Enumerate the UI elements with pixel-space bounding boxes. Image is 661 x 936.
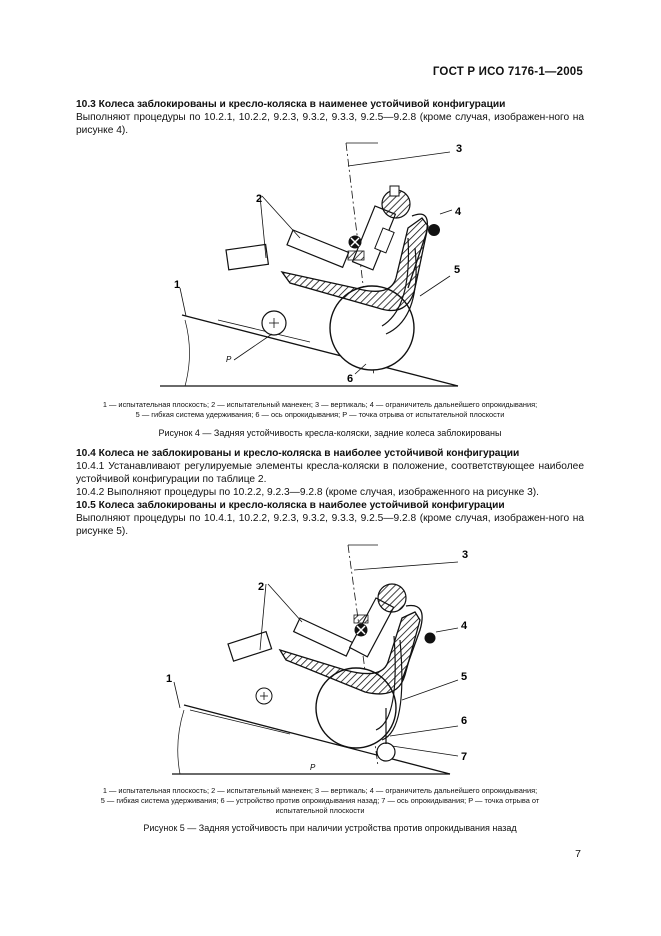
figure-4-diagram — [150, 138, 480, 390]
section-10-4-1-text: 10.4.1 Устанавливают регулируемые элементы кресла-коляски в положение, соответствующее наиболее устойчивой конфигурации по таблице 2. — [76, 461, 584, 486]
fig5-dummy-head — [378, 584, 406, 612]
fig4-label-2: 2 — [256, 193, 263, 205]
page-number: 7 — [575, 848, 581, 860]
fig4-label-1: 1 — [174, 279, 181, 291]
fig4-label-4: 4 — [455, 206, 462, 218]
section-10-5-heading: 10.5 Колеса заблокированы и кресло-коляска в наиболее устойчивой конфигурации — [76, 500, 505, 511]
fig4-dummy-foot — [226, 244, 268, 269]
section-10-4-heading: 10.4 Колеса не заблокированы и кресло-коляска в наиболее устойчивой конфигурации — [76, 448, 520, 459]
fig4-caption: Рисунок 4 — Задняя устойчивость кресла-коляски, задние колеса заблокированы — [158, 428, 502, 438]
fig5-angle-arc — [178, 710, 184, 774]
fig4-legend-line-2: 5 — гибкая система удерживания; 6 — ось опрокидывания; P — точка отрыва от испытательной плоскости — [135, 410, 505, 419]
fig4-label-6: 6 — [347, 373, 354, 385]
fig5-label-4: 4 — [461, 620, 468, 632]
section-10-3-heading: 10.3 Колеса заблокированы и кресло-коляска в наименее устойчивой конфигурации — [76, 99, 506, 110]
fig4-stop-4 — [428, 224, 440, 236]
fig4-dummy-leg — [287, 230, 349, 267]
fig5-label-6: 6 — [461, 715, 468, 727]
fig5-label-p: P — [310, 763, 316, 772]
fig5-label-5: 5 — [461, 671, 468, 683]
section-10-3-text: Выполняют процедуры по 10.2.1, 10.2.2, 9.2.3, 9.3.2, 9.3.3, 9.2.5—9.2.8 (кроме случая, изображен-ного на рисунке 4). — [76, 112, 584, 137]
fig4-legend-line-1: 1 — испытательная плоскость; 2 — испытательный манекен; 3 — вертикаль; 4 — ограничитель дальнейшего опрокидывания; — [102, 400, 538, 409]
fig4-label-3: 3 — [456, 143, 463, 155]
fig5-caption: Рисунок 5 — Задняя устойчивость при наличии устройства против опрокидывания назад — [143, 823, 517, 833]
figure-5-diagram — [150, 540, 480, 780]
fig5-dummy-foot — [228, 632, 272, 661]
fig4-label-p: P — [226, 355, 232, 364]
fig5-legend-line-3: испытательной плоскости — [275, 806, 365, 815]
document-header: ГОСТ Р ИСО 7176-1—2005 — [432, 66, 583, 78]
fig4-label-5: 5 — [454, 264, 461, 276]
fig5-label-1: 1 — [166, 673, 173, 685]
section-10-5-text: Выполняют процедуры по 10.4.1, 10.2.2, 9.2.3, 9.3.2, 9.3.3, 9.2.5—9.2.8 (кроме случая, изображен-ного на рисунке 5). — [76, 513, 584, 538]
fig4-seat — [282, 218, 428, 311]
fig4-angle-arc — [185, 320, 190, 386]
fig5-label-7: 7 — [461, 751, 468, 763]
fig4-test-plane — [182, 315, 458, 386]
fig5-legend-line-1: 1 — испытательная плоскость; 2 — испытательный манекен; 3 — вертикаль; 4 — ограничитель дальнейшего опрокидывания; — [102, 786, 538, 795]
fig5-label-3: 3 — [462, 549, 469, 561]
section-10-4-2-text: 10.4.2 Выполняют процедуры по 10.2.2, 9.2.3—9.2.8 (кроме случая, изображенного на рисунке 3). — [76, 487, 539, 498]
fig5-legend-line-2: 5 — гибкая система удерживания; 6 — устройство против опрокидывания назад; 7 — ось опрокидывания; P — точка отрыва от — [100, 796, 540, 805]
fig5-dummy-leg — [294, 618, 353, 656]
fig5-stop-4 — [425, 633, 436, 644]
fig5-label-2: 2 — [258, 581, 265, 593]
